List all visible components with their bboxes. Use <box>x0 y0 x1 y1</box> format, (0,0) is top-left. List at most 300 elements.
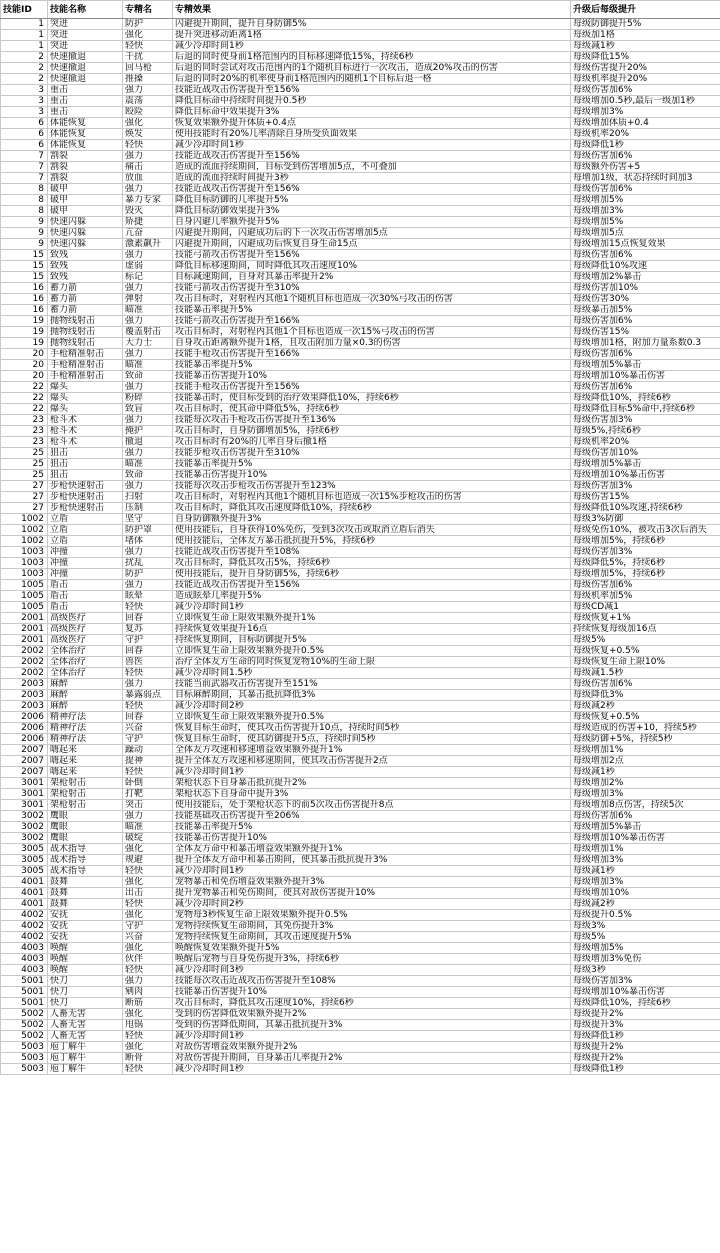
skill-id-cell: 6 <box>1 140 48 151</box>
level-up-cell: 每级增加10%暴击伤害 <box>571 470 720 481</box>
skill-id-cell: 2001 <box>1 613 48 624</box>
table-row <box>1 294 720 305</box>
level-up-cell: 每级降低目标5%命中,持续6秒 <box>571 404 720 415</box>
level-up-cell: 每级伤害加3% <box>571 976 720 987</box>
skill-id-cell: 7 <box>1 162 48 173</box>
skill-name-cell: 冲撞 <box>48 547 123 558</box>
spec-name-cell: 守护 <box>123 635 173 646</box>
table-row <box>1 74 720 85</box>
level-up-cell: 每级伤害加10% <box>571 448 720 459</box>
skill-id-cell: 19 <box>1 316 48 327</box>
spec-effect-cell: 减少冷却时间1秒 <box>173 602 571 613</box>
skill-id-cell: 9 <box>1 228 48 239</box>
level-up-cell: 每级伤害加3% <box>571 415 720 426</box>
spec-name-cell: 剜肉 <box>123 987 173 998</box>
skill-id-cell: 1002 <box>1 514 48 525</box>
table-row <box>1 921 720 932</box>
spec-name-cell: 回春 <box>123 712 173 723</box>
spec-name-cell: 回春 <box>123 613 173 624</box>
table-row <box>1 492 720 503</box>
spec-name-cell: 兴奋 <box>123 723 173 734</box>
skill-name-cell: 体能恢复 <box>48 140 123 151</box>
spec-effect-cell: 减少冷却时间2秒 <box>173 899 571 910</box>
level-up-cell: 每级伤害加6% <box>571 349 720 360</box>
skill-id-cell: 2 <box>1 52 48 63</box>
skill-name-cell: 盾击 <box>48 602 123 613</box>
table-row <box>1 217 720 228</box>
level-up-cell: 每级免伤10%，被攻击3次后消失 <box>571 525 720 536</box>
skill-id-cell: 3001 <box>1 789 48 800</box>
level-up-cell: 每级增加3% <box>571 206 720 217</box>
spec-name-cell: 弹射 <box>123 294 173 305</box>
spec-effect-cell: 技能暴击伤害提升10% <box>173 371 571 382</box>
skill-name-cell: 麻醉 <box>48 701 123 712</box>
spec-name-cell: 强力 <box>123 283 173 294</box>
level-up-cell: 每级额外伤害+5 <box>571 162 720 173</box>
skill-name-cell: 人畜无害 <box>48 1009 123 1020</box>
spec-name-cell: 强化 <box>123 844 173 855</box>
spec-effect-cell: 目标减速期间，自身对其暴击率提升2% <box>173 272 571 283</box>
skill-id-cell: 4001 <box>1 888 48 899</box>
table-row <box>1 866 720 877</box>
skill-name-cell: 唤醒 <box>48 954 123 965</box>
skill-id-cell: 1 <box>1 19 48 30</box>
skill-name-cell: 架枪射击 <box>48 800 123 811</box>
table-row <box>1 338 720 349</box>
table-row <box>1 250 720 261</box>
skill-name-cell: 枪斗术 <box>48 426 123 437</box>
table-row <box>1 657 720 668</box>
level-up-cell: 每级增加2%暴击 <box>571 272 720 283</box>
spec-effect-cell: 使用技能后，全体友方暴击抵抗提升5%，持续6秒 <box>173 536 571 547</box>
spec-name-cell: 强化 <box>123 1042 173 1053</box>
spec-effect-cell: 全体友方攻速和移速增益效果额外提升1% <box>173 745 571 756</box>
skill-name-cell: 唤醒 <box>48 965 123 976</box>
spec-name-cell: 扫射 <box>123 492 173 503</box>
spec-effect-cell: 技能近战攻击伤害提升至156% <box>173 184 571 195</box>
level-up-cell: 每级增加2点 <box>571 756 720 767</box>
spec-effect-cell: 技能暴击率提升5% <box>173 459 571 470</box>
skill-name-cell: 高级医疗 <box>48 624 123 635</box>
level-up-cell: 每级伤害加6% <box>571 151 720 162</box>
level-up-cell: 每级增加5%，持续6秒 <box>571 569 720 580</box>
skill-id-cell: 25 <box>1 470 48 481</box>
table-row <box>1 723 720 734</box>
spec-name-cell: 破绽 <box>123 833 173 844</box>
skill-name-cell: 抛物线射击 <box>48 316 123 327</box>
table-row <box>1 107 720 118</box>
skill-name-cell: 安抚 <box>48 932 123 943</box>
level-up-cell: 每级增加3% <box>571 855 720 866</box>
level-up-cell: 每级恢复+0.5% <box>571 712 720 723</box>
skill-id-cell: 22 <box>1 393 48 404</box>
spec-name-cell: 瞄准 <box>123 305 173 316</box>
table-row <box>1 778 720 789</box>
skill-id-cell: 5001 <box>1 976 48 987</box>
table-row <box>1 767 720 778</box>
level-up-cell: 每级CD减1 <box>571 602 720 613</box>
spec-effect-cell: 技能暴击伤害提升10% <box>173 470 571 481</box>
spec-effect-cell: 攻击目标时，自身防御增加5%，持续6秒 <box>173 426 571 437</box>
skill-id-cell: 4002 <box>1 921 48 932</box>
skill-id-cell: 3001 <box>1 778 48 789</box>
level-up-cell: 每级机率提升20% <box>571 74 720 85</box>
skill-name-cell: 架枪射击 <box>48 789 123 800</box>
table-row <box>1 1031 720 1042</box>
table-row <box>1 206 720 217</box>
spec-name-cell: 回春 <box>123 646 173 657</box>
level-up-cell: 每级伤害加6% <box>571 85 720 96</box>
spec-effect-cell: 自身闪避几率额外提升5% <box>173 217 571 228</box>
level-up-cell: 每级伤害30% <box>571 294 720 305</box>
spec-effect-cell: 使用技能后，处于架枪状态下的前5次攻击伤害提升8点 <box>173 800 571 811</box>
table-row <box>1 382 720 393</box>
level-up-cell: 每级提升2% <box>571 1042 720 1053</box>
spec-effect-cell: 技能暴击率提升5% <box>173 305 571 316</box>
spec-effect-cell: 闪避提升期间，闪避成功后恢复自身生命15点 <box>173 239 571 250</box>
spec-name-cell: 强力 <box>123 415 173 426</box>
level-up-cell: 每增加1级，状态持续时间加3 <box>571 173 720 184</box>
table-row <box>1 239 720 250</box>
skill-name-cell: 鼓舞 <box>48 877 123 888</box>
spec-effect-cell: 技能弓箭攻击伤害提升至156% <box>173 250 571 261</box>
spec-name-cell: 强力 <box>123 85 173 96</box>
skill-name-cell: 手枪精准射击 <box>48 349 123 360</box>
table-row <box>1 690 720 701</box>
skill-name-cell: 麻醉 <box>48 679 123 690</box>
skill-id-cell: 4003 <box>1 954 48 965</box>
table-row <box>1 613 720 624</box>
skill-name-cell: 枪斗术 <box>48 415 123 426</box>
spec-name-cell: 轻快 <box>123 668 173 679</box>
skill-name-cell: 狙击 <box>48 448 123 459</box>
spec-effect-cell: 对敌伤害提升期间，自身暴击几率提升2% <box>173 1053 571 1064</box>
level-up-cell: 每级减2秒 <box>571 701 720 712</box>
spec-name-cell: 撤退 <box>123 437 173 448</box>
spec-name-cell: 殴险 <box>123 107 173 118</box>
table-row <box>1 63 720 74</box>
table-row <box>1 877 720 888</box>
spec-name-cell: 强力 <box>123 184 173 195</box>
table-row <box>1 701 720 712</box>
skill-name-cell: 庖丁解牛 <box>48 1064 123 1075</box>
skill-id-cell: 5001 <box>1 987 48 998</box>
skill-id-cell: 4001 <box>1 899 48 910</box>
skill-id-cell: 20 <box>1 371 48 382</box>
level-up-cell: 每级伤害提升20% <box>571 63 720 74</box>
level-up-cell: 每级5% <box>571 932 720 943</box>
spec-name-cell: 致命 <box>123 371 173 382</box>
table-row <box>1 437 720 448</box>
spec-name-cell: 躁动 <box>123 745 173 756</box>
spec-name-cell: 强力 <box>123 250 173 261</box>
table-row <box>1 85 720 96</box>
spec-name-cell: 防护 <box>123 569 173 580</box>
skill-name-cell: 唤醒 <box>48 943 123 954</box>
skill-id-cell: 19 <box>1 327 48 338</box>
level-up-cell: 每级增加2% <box>571 778 720 789</box>
skill-id-cell: 9 <box>1 239 48 250</box>
spec-effect-cell: 立即恢复生命上限效果额外提升0.5% <box>173 646 571 657</box>
level-up-cell: 每级降低1秒 <box>571 140 720 151</box>
table-row <box>1 1020 720 1031</box>
table-row <box>1 855 720 866</box>
spec-effect-cell: 降低目标移速期间，同时降低其攻击速度10% <box>173 261 571 272</box>
table-row <box>1 41 720 52</box>
skill-name-cell: 快刀 <box>48 976 123 987</box>
table-row <box>1 734 720 745</box>
table-row <box>1 448 720 459</box>
spec-effect-cell: 技能暴击伤害提升10% <box>173 833 571 844</box>
level-up-cell: 每级增加3% <box>571 789 720 800</box>
skill-name-cell: 嗨起来 <box>48 756 123 767</box>
skill-id-cell: 7 <box>1 151 48 162</box>
spec-effect-cell: 技能弓箭攻击伤害提升至310% <box>173 283 571 294</box>
skill-id-cell: 2 <box>1 74 48 85</box>
spec-effect-cell: 闪避提升期间，闪避成功后的下一次攻击伤害增加5点 <box>173 228 571 239</box>
skill-id-cell: 2001 <box>1 624 48 635</box>
table-row <box>1 151 720 162</box>
spec-effect-cell: 减少冷却时间2秒 <box>173 701 571 712</box>
skill-name-cell: 致残 <box>48 272 123 283</box>
level-up-cell: 每级提升0.5% <box>571 910 720 921</box>
table-row <box>1 932 720 943</box>
level-up-cell: 每级增加10% <box>571 888 720 899</box>
level-up-cell: 每级增加3%免伤 <box>571 954 720 965</box>
skill-name-cell: 快速撤退 <box>48 74 123 85</box>
skill-name-cell: 盾击 <box>48 591 123 602</box>
level-up-cell: 每级增加5%暴击 <box>571 459 720 470</box>
skill-name-cell: 割裂 <box>48 162 123 173</box>
table-row <box>1 360 720 371</box>
header-skill-id: 技能ID <box>1 1 48 19</box>
skill-id-cell: 8 <box>1 184 48 195</box>
skill-id-cell: 4003 <box>1 943 48 954</box>
level-up-cell: 每级提升2% <box>571 1009 720 1020</box>
spec-effect-cell: 使用技能后，自身获得10%免伤，受到3次攻击或取消立盾后消失 <box>173 525 571 536</box>
level-up-cell: 每级伤害15% <box>571 327 720 338</box>
skill-name-cell: 庖丁解牛 <box>48 1053 123 1064</box>
skill-id-cell: 15 <box>1 272 48 283</box>
skill-name-cell: 全体治疗 <box>48 668 123 679</box>
skill-name-cell: 快速撤退 <box>48 52 123 63</box>
skill-id-cell: 20 <box>1 349 48 360</box>
skill-id-cell: 1005 <box>1 580 48 591</box>
table-row <box>1 327 720 338</box>
table-row <box>1 712 720 723</box>
level-up-cell: 每级伤害加3% <box>571 481 720 492</box>
level-up-cell: 每级减1秒 <box>571 767 720 778</box>
spec-name-cell: 激素飙升 <box>123 239 173 250</box>
spec-name-cell: 放血 <box>123 173 173 184</box>
level-up-cell: 每级加1格 <box>571 30 720 41</box>
skill-id-cell: 7 <box>1 173 48 184</box>
spec-effect-cell: 持续恢复效果提升16点 <box>173 624 571 635</box>
spec-effect-cell: 攻击目标时，对射程内其他1个目标也造成一次15%弓攻击的伤害 <box>173 327 571 338</box>
table-row <box>1 833 720 844</box>
level-up-cell: 每级增加3% <box>571 107 720 118</box>
spec-name-cell: 防护 <box>123 19 173 30</box>
spec-name-cell: 断骨 <box>123 1053 173 1064</box>
skill-id-cell: 1005 <box>1 602 48 613</box>
spec-name-cell: 断筋 <box>123 998 173 1009</box>
skill-name-cell: 庖丁解牛 <box>48 1042 123 1053</box>
spec-effect-cell: 技能暴击率提升5% <box>173 822 571 833</box>
skill-id-cell: 4002 <box>1 910 48 921</box>
spec-effect-cell: 造成眩晕几率提升5% <box>173 591 571 602</box>
spec-name-cell: 标记 <box>123 272 173 283</box>
skill-name-cell: 精神疗法 <box>48 712 123 723</box>
table-row <box>1 195 720 206</box>
level-up-cell: 每级伤害加6% <box>571 316 720 327</box>
spec-effect-cell: 宠物每3秒恢复生命上限效果额外提升0.5% <box>173 910 571 921</box>
skill-name-cell: 破甲 <box>48 195 123 206</box>
spec-name-cell: 轻快 <box>123 965 173 976</box>
spec-name-cell: 轻快 <box>123 41 173 52</box>
skill-id-cell: 23 <box>1 437 48 448</box>
skill-id-cell: 23 <box>1 426 48 437</box>
skill-name-cell: 割裂 <box>48 173 123 184</box>
skill-id-cell: 2006 <box>1 734 48 745</box>
level-up-cell: 每级增加体质+0.4 <box>571 118 720 129</box>
skill-id-cell: 5002 <box>1 1009 48 1020</box>
level-up-cell: 每级增加10%暴击伤害 <box>571 987 720 998</box>
table-row <box>1 635 720 646</box>
spec-effect-cell: 技能近战攻击伤害提升至156% <box>173 580 571 591</box>
skill-name-cell: 鼓舞 <box>48 888 123 899</box>
spec-effect-cell: 立即恢复生命上限效果额外提升1% <box>173 613 571 624</box>
skill-name-cell: 安抚 <box>48 921 123 932</box>
level-up-cell: 每级降低10%，持续6秒 <box>571 998 720 1009</box>
skill-id-cell: 3005 <box>1 855 48 866</box>
spec-name-cell: 强力 <box>123 547 173 558</box>
skill-name-cell: 人畜无害 <box>48 1020 123 1031</box>
table-row <box>1 140 720 151</box>
level-up-cell: 每级恢复生命上限10% <box>571 657 720 668</box>
skill-id-cell: 2002 <box>1 646 48 657</box>
skill-id-cell: 1005 <box>1 591 48 602</box>
skill-name-cell: 突进 <box>48 41 123 52</box>
skill-name-cell: 致残 <box>48 250 123 261</box>
skill-id-cell: 3002 <box>1 822 48 833</box>
spec-name-cell: 轻快 <box>123 701 173 712</box>
level-up-cell: 每级增加3% <box>571 877 720 888</box>
table-row <box>1 118 720 129</box>
skill-id-cell: 27 <box>1 481 48 492</box>
skill-name-cell: 冲撞 <box>48 569 123 580</box>
spec-effect-cell: 后退的同时使身前1格范围内的目标移速降低15%，持续6秒 <box>173 52 571 63</box>
level-up-cell: 每级增加5%暴击 <box>571 822 720 833</box>
spec-name-cell: 强力 <box>123 481 173 492</box>
skill-id-cell: 16 <box>1 294 48 305</box>
spec-effect-cell: 攻击目标时，使其命中降低5%，持续6秒 <box>173 404 571 415</box>
skill-name-cell: 立盾 <box>48 514 123 525</box>
skill-id-cell: 4002 <box>1 932 48 943</box>
skill-name-cell: 重击 <box>48 96 123 107</box>
level-up-cell: 每级伤害加3% <box>571 547 720 558</box>
spec-effect-cell: 减少冷却时间1秒 <box>173 41 571 52</box>
skill-id-cell: 4001 <box>1 877 48 888</box>
header-level-up: 升级后每级提升 <box>571 1 720 19</box>
skill-name-cell: 鹰眼 <box>48 833 123 844</box>
level-up-cell: 每级减1秒 <box>571 866 720 877</box>
skill-id-cell: 1003 <box>1 547 48 558</box>
spec-name-cell: 暴露弱点 <box>123 690 173 701</box>
level-up-cell: 每级3%防御 <box>571 514 720 525</box>
spec-effect-cell: 技能近战攻击伤害提升至108% <box>173 547 571 558</box>
level-up-cell: 每级降低10%，持续6秒 <box>571 393 720 404</box>
spec-effect-cell: 攻击目标时，对射程内其他1个随机目标也造成一次30%弓攻击的伤害 <box>173 294 571 305</box>
skill-id-cell: 1002 <box>1 536 48 547</box>
spec-name-cell: 震荡 <box>123 96 173 107</box>
spec-effect-cell: 受到的伤害降低期间，其暴击抵抗提升3% <box>173 1020 571 1031</box>
skill-name-cell: 重击 <box>48 85 123 96</box>
table-row <box>1 514 720 525</box>
skill-name-cell: 致残 <box>48 261 123 272</box>
spec-name-cell: 瞄准 <box>123 360 173 371</box>
level-up-cell: 每级伤害加6% <box>571 382 720 393</box>
spec-effect-cell: 对敌伤害增益效果额外提升2% <box>173 1042 571 1053</box>
spec-name-cell: 覆盖射击 <box>123 327 173 338</box>
skill-name-cell: 爆头 <box>48 393 123 404</box>
spec-effect-cell: 闪避提升期间，提升自身防御5% <box>173 19 571 30</box>
level-up-cell: 每级降低10%攻速,持续6秒 <box>571 503 720 514</box>
level-up-cell: 每级防御+5%，持续5秒 <box>571 734 720 745</box>
table-row <box>1 602 720 613</box>
spec-name-cell: 推搡 <box>123 74 173 85</box>
skill-name-cell: 突进 <box>48 19 123 30</box>
skill-name-cell: 抛物线射击 <box>48 327 123 338</box>
level-up-cell: 每级提升2% <box>571 1053 720 1064</box>
skill-id-cell: 1002 <box>1 525 48 536</box>
spec-name-cell: 回马枪 <box>123 63 173 74</box>
spec-effect-cell: 唤醒后宠物与自身免伤提升3%，持续6秒 <box>173 954 571 965</box>
spec-name-cell: 轻快 <box>123 140 173 151</box>
spec-name-cell: 强力 <box>123 349 173 360</box>
skill-name-cell: 蓄力箭 <box>48 283 123 294</box>
table-row <box>1 228 720 239</box>
level-up-cell: 每级增加8点伤害，持续5次 <box>571 800 720 811</box>
level-up-cell: 每级增加5% <box>571 195 720 206</box>
spec-effect-cell: 减少冷却时间1秒 <box>173 866 571 877</box>
skill-id-cell: 6 <box>1 129 48 140</box>
spec-effect-cell: 宠物暴击和免伤增益效果额外提升3% <box>173 877 571 888</box>
skill-name-cell: 快速闪躲 <box>48 228 123 239</box>
spec-name-cell: 虚弱 <box>123 261 173 272</box>
skill-name-cell: 盾击 <box>48 580 123 591</box>
spec-effect-cell: 降低目标防御的几率提升5% <box>173 195 571 206</box>
table-row <box>1 547 720 558</box>
level-up-cell: 每级增加5% <box>571 943 720 954</box>
spec-name-cell: 轻快 <box>123 602 173 613</box>
table-row <box>1 745 720 756</box>
skill-id-cell: 25 <box>1 459 48 470</box>
level-up-cell: 每级增加5% <box>571 217 720 228</box>
table-row <box>1 162 720 173</box>
level-up-cell: 每级提升3% <box>571 1020 720 1031</box>
spec-effect-cell: 造成的流血持续期间，目标受到伤害增加5点，不可叠加 <box>173 162 571 173</box>
spec-name-cell: 强力 <box>123 679 173 690</box>
spec-effect-cell: 恢复目标生命时，使其攻击伤害提升10点，持续时间5秒 <box>173 723 571 734</box>
spec-effect-cell: 唤醒恢复效果额外提升5% <box>173 943 571 954</box>
table-row <box>1 96 720 107</box>
spec-name-cell: 坚守 <box>123 514 173 525</box>
skill-name-cell: 高级医疗 <box>48 613 123 624</box>
spec-name-cell: 强力 <box>123 316 173 327</box>
spec-effect-cell: 攻击目标时，对射程内其他1个随机目标也造成一次15%步枪攻击的伤害 <box>173 492 571 503</box>
level-up-cell: 每级伤害加6% <box>571 580 720 591</box>
skill-id-cell: 22 <box>1 404 48 415</box>
